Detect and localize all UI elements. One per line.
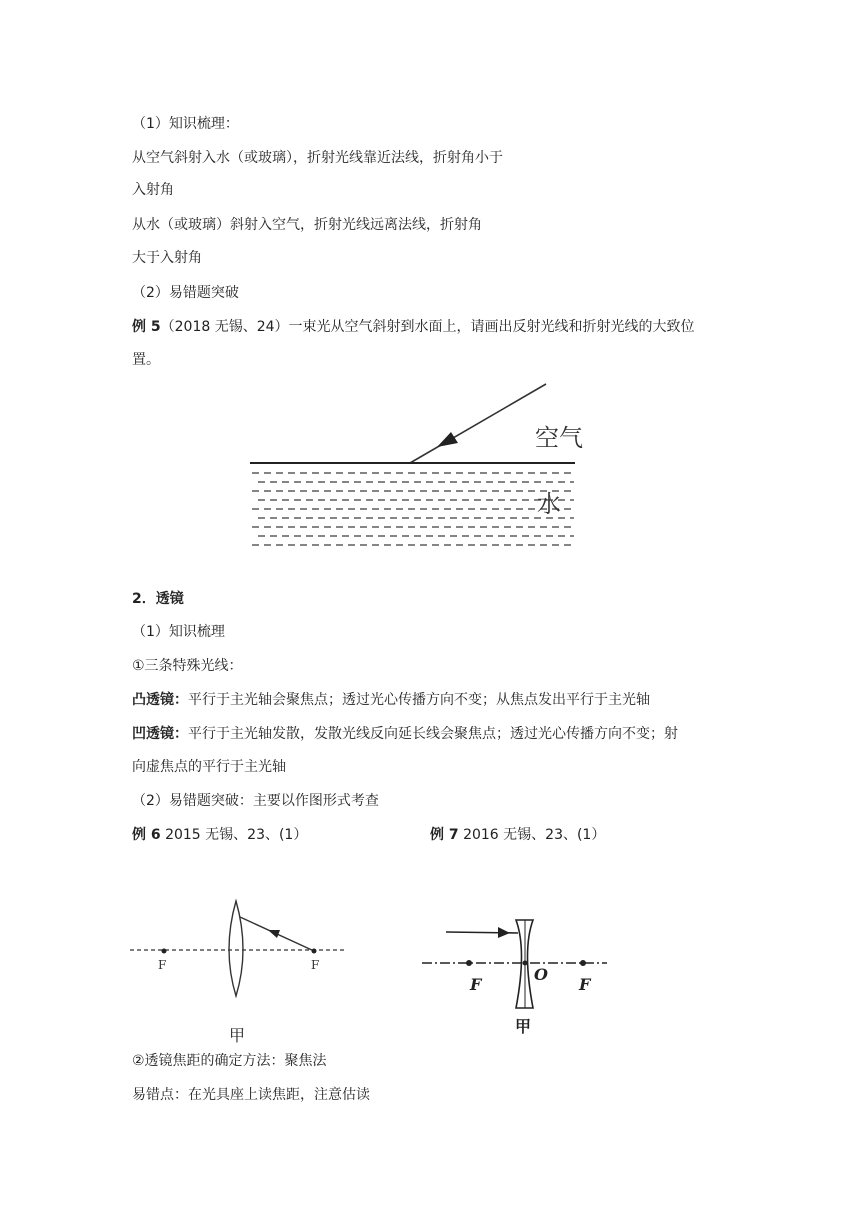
- example-7-text: 2016 无锡、23、(1）: [463, 827, 606, 843]
- refraction-rule-1b: 入射角: [132, 182, 174, 198]
- focus-left-label-2: F: [470, 975, 482, 994]
- center-label: O: [534, 965, 548, 984]
- center-dot: [523, 961, 528, 966]
- error-point: 易错点：在光具座上读焦距，注意估读: [132, 1087, 370, 1103]
- focus-right-label: F: [311, 958, 320, 972]
- three-rays-heading: ①三条特殊光线：: [132, 658, 243, 674]
- focus-left-dot-2: [466, 960, 472, 966]
- example-5-text: （2018 无锡、24）一束光从空气斜射到水面上，请画出反射光线和折射光线的大致位: [160, 319, 695, 335]
- concave-rule-cont: 向虚焦点的平行于主光轴: [132, 759, 286, 775]
- example-6-label: 例 6: [132, 827, 161, 843]
- focus-left-label: F: [158, 958, 167, 972]
- fig7-caption: 甲: [515, 1017, 532, 1036]
- example-6-text: 2015 无锡、23、(1）: [165, 827, 308, 843]
- focus-right-label-2: F: [579, 975, 591, 994]
- concave-ray-arrow-icon: [498, 927, 510, 938]
- concave-text: 平行于主光轴发散，发散光线反向延长线会聚焦点；透过光心传播方向不变；射: [188, 726, 678, 742]
- focus-right-dot-2: [580, 960, 586, 966]
- error-heading-1: （2）易错题突破: [132, 285, 239, 301]
- air-label: 空气: [535, 424, 583, 452]
- refraction-rule-2a: 从水（或玻璃）斜射入空气，折射光线远离法线，折射角: [132, 217, 482, 233]
- concave-label: 凹透镜：: [132, 726, 188, 742]
- section-2-title: 2．透镜: [132, 591, 184, 607]
- fig6-caption: 甲: [229, 1026, 246, 1045]
- error-heading-2: （2）易错题突破：主要以作图形式考查: [132, 793, 379, 809]
- focal-method: ②透镜焦距的确定方法：聚焦法: [132, 1053, 327, 1069]
- water-label: 水: [537, 490, 561, 518]
- example-5-text-cont: 置。: [132, 352, 160, 368]
- convex-label: 凸透镜：: [132, 692, 188, 708]
- example-5-label: 例 5: [132, 319, 161, 335]
- knowledge-heading-1: （1）知识梳理：: [132, 116, 239, 132]
- refraction-rule-1a: 从空气斜射入水（或玻璃），折射光线靠近法线，折射角小于: [132, 150, 503, 166]
- knowledge-heading-2: （1）知识梳理: [132, 624, 225, 640]
- refraction-rule-2b: 大于入射角: [132, 250, 202, 266]
- example-7-label: 例 7: [430, 827, 459, 843]
- convex-text: 平行于主光轴会聚焦点；透过光心传播方向不变；从焦点发出平行于主光轴: [188, 692, 650, 708]
